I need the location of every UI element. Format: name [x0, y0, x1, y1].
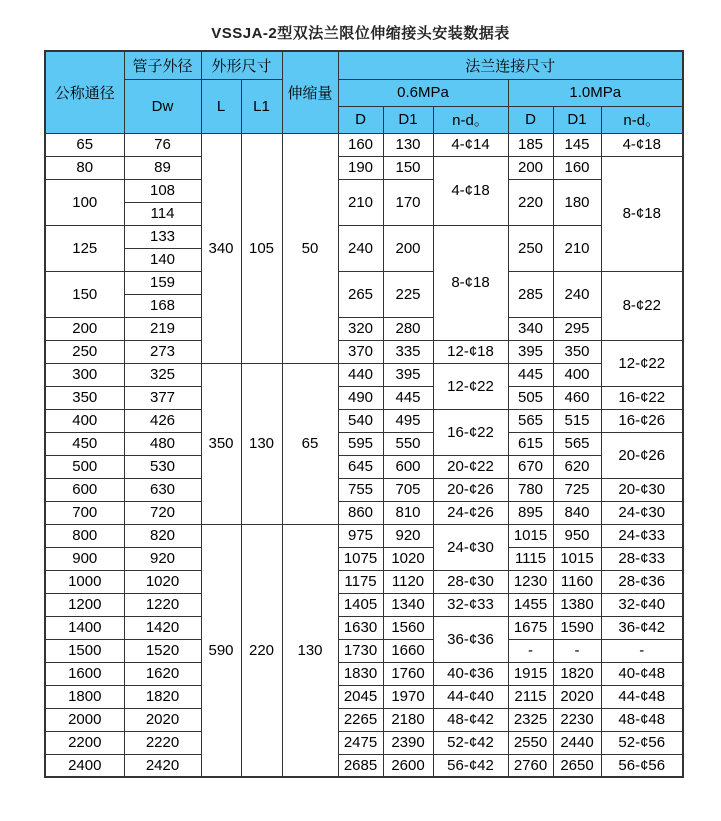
cell-dw: 168 [124, 294, 201, 317]
cell-dn: 125 [45, 225, 124, 271]
cell-d110: 240 [553, 271, 601, 317]
cell-dn: 700 [45, 501, 124, 524]
cell-d10: - [508, 639, 553, 662]
cell-dw: 133 [124, 225, 201, 248]
cell-d106: 550 [383, 432, 433, 455]
cell-d06: 1175 [338, 570, 383, 593]
cell-d06: 490 [338, 386, 383, 409]
cell-d10: 285 [508, 271, 553, 317]
table-row [45, 363, 683, 386]
cell-nd06: 28-¢30 [433, 570, 508, 593]
header-row-2 [45, 79, 683, 106]
cell-d10: 615 [508, 432, 553, 455]
cell-nd10: 40-¢48 [601, 662, 683, 685]
cell-nd10: - [601, 639, 683, 662]
cell-d06: 2265 [338, 708, 383, 731]
cell-d10: 445 [508, 363, 553, 386]
cell-d110: 620 [553, 455, 601, 478]
table-row [45, 570, 683, 593]
cell-d10: 2760 [508, 754, 553, 777]
cell-nd06: 20-¢26 [433, 478, 508, 501]
cell-nd10: 32-¢40 [601, 593, 683, 616]
cell-d106: 130 [383, 133, 433, 156]
cell-ext: 50 [282, 133, 338, 363]
header-d1-10: D1 [553, 106, 601, 133]
cell-dw: 2220 [124, 731, 201, 754]
table-row [45, 225, 683, 248]
cell-l1: 220 [241, 524, 282, 777]
cell-d06: 2045 [338, 685, 383, 708]
table-row [45, 179, 683, 202]
table-row [45, 754, 683, 777]
cell-d110: 950 [553, 524, 601, 547]
cell-d10: 505 [508, 386, 553, 409]
cell-d06: 160 [338, 133, 383, 156]
cell-nd10: 52-¢56 [601, 731, 683, 754]
header-d1-06: D1 [383, 106, 433, 133]
cell-dn: 1500 [45, 639, 124, 662]
cell-dn: 1000 [45, 570, 124, 593]
cell-d106: 200 [383, 225, 433, 271]
cell-dw: 219 [124, 317, 201, 340]
header-nd-06: n-d。 [433, 106, 508, 133]
cell-dw: 920 [124, 547, 201, 570]
cell-d110: 210 [553, 225, 601, 271]
cell-dn: 2000 [45, 708, 124, 731]
cell-nd06: 56-¢42 [433, 754, 508, 777]
cell-nd06: 24-¢30 [433, 524, 508, 570]
cell-d110: 1590 [553, 616, 601, 639]
cell-dw: 76 [124, 133, 201, 156]
cell-d10: 185 [508, 133, 553, 156]
cell-dw: 1620 [124, 662, 201, 685]
cell-d110: 515 [553, 409, 601, 432]
cell-d110: 725 [553, 478, 601, 501]
cell-d06: 265 [338, 271, 383, 317]
cell-dn: 250 [45, 340, 124, 363]
cell-d110: 2230 [553, 708, 601, 731]
cell-dn: 350 [45, 386, 124, 409]
cell-dn: 450 [45, 432, 124, 455]
cell-nd10: 16-¢22 [601, 386, 683, 409]
spec-table [44, 50, 684, 778]
cell-d06: 1075 [338, 547, 383, 570]
cell-d06: 240 [338, 225, 383, 271]
cell-d06: 1630 [338, 616, 383, 639]
header-pipe-od: 管子外径 [124, 51, 201, 79]
cell-dn: 2400 [45, 754, 124, 777]
cell-d06: 1730 [338, 639, 383, 662]
cell-d06: 2685 [338, 754, 383, 777]
cell-d06: 2475 [338, 731, 383, 754]
cell-l: 340 [201, 133, 241, 363]
cell-d10: 220 [508, 179, 553, 225]
cell-dn: 800 [45, 524, 124, 547]
cell-d10: 1675 [508, 616, 553, 639]
table-row [45, 409, 683, 432]
cell-d110: 460 [553, 386, 601, 409]
cell-d106: 1760 [383, 662, 433, 685]
cell-d06: 755 [338, 478, 383, 501]
cell-d06: 1830 [338, 662, 383, 685]
cell-d10: 395 [508, 340, 553, 363]
header-L: L [201, 79, 241, 133]
cell-d106: 2600 [383, 754, 433, 777]
cell-d110: 565 [553, 432, 601, 455]
cell-d106: 2180 [383, 708, 433, 731]
cell-nd10: 20-¢26 [601, 432, 683, 478]
cell-d106: 495 [383, 409, 433, 432]
table-row [45, 455, 683, 478]
cell-dw: 1020 [124, 570, 201, 593]
header-nd-10: n-d。 [601, 106, 683, 133]
cell-dw: 2020 [124, 708, 201, 731]
header-dw: Dw [124, 79, 201, 133]
cell-d106: 1970 [383, 685, 433, 708]
header-L1: L1 [241, 79, 282, 133]
cell-nd10: 24-¢30 [601, 501, 683, 524]
table-row [45, 616, 683, 639]
cell-d10: 895 [508, 501, 553, 524]
cell-dw: 2420 [124, 754, 201, 777]
cell-dw: 1420 [124, 616, 201, 639]
cell-dn: 1200 [45, 593, 124, 616]
cell-nd10: 28-¢36 [601, 570, 683, 593]
cell-dw: 108 [124, 179, 201, 202]
table-row [45, 432, 683, 455]
cell-nd06: 52-¢42 [433, 731, 508, 754]
cell-nd10: 36-¢42 [601, 616, 683, 639]
cell-nd10: 16-¢26 [601, 409, 683, 432]
cell-dw: 273 [124, 340, 201, 363]
header-nominal-diameter: 公称通径 [45, 51, 124, 133]
cell-dn: 500 [45, 455, 124, 478]
table-row [45, 156, 683, 179]
cell-dn: 80 [45, 156, 124, 179]
cell-nd06: 32-¢33 [433, 593, 508, 616]
table-row [45, 593, 683, 616]
cell-d110: 400 [553, 363, 601, 386]
cell-d10: 670 [508, 455, 553, 478]
cell-d106: 920 [383, 524, 433, 547]
cell-dn: 150 [45, 271, 124, 317]
cell-d06: 1405 [338, 593, 383, 616]
cell-dw: 114 [124, 202, 201, 225]
cell-nd06: 24-¢26 [433, 501, 508, 524]
cell-nd10: 44-¢48 [601, 685, 683, 708]
cell-dw: 1520 [124, 639, 201, 662]
cell-d106: 280 [383, 317, 433, 340]
cell-d106: 1340 [383, 593, 433, 616]
cell-dn: 200 [45, 317, 124, 340]
cell-d110: 145 [553, 133, 601, 156]
cell-d10: 200 [508, 156, 553, 179]
cell-d106: 395 [383, 363, 433, 386]
table-row [45, 662, 683, 685]
cell-d106: 810 [383, 501, 433, 524]
cell-d106: 225 [383, 271, 433, 317]
cell-dn: 1400 [45, 616, 124, 639]
cell-d06: 440 [338, 363, 383, 386]
header-row-1 [45, 51, 683, 79]
cell-d110: 1380 [553, 593, 601, 616]
table-header [45, 51, 683, 133]
cell-dw: 159 [124, 271, 201, 294]
cell-dn: 900 [45, 547, 124, 570]
cell-d110: 350 [553, 340, 601, 363]
cell-d10: 1230 [508, 570, 553, 593]
cell-d06: 975 [338, 524, 383, 547]
cell-d10: 340 [508, 317, 553, 340]
cell-d110: 2440 [553, 731, 601, 754]
cell-d10: 565 [508, 409, 553, 432]
header-flange-dims: 法兰连接尺寸 [338, 51, 683, 79]
cell-d10: 1915 [508, 662, 553, 685]
cell-d110: 840 [553, 501, 601, 524]
header-d-06: D [338, 106, 383, 133]
cell-d110: 180 [553, 179, 601, 225]
cell-nd06: 16-¢22 [433, 409, 508, 455]
header-pressure-06: 0.6MPa [338, 79, 508, 106]
cell-dw: 820 [124, 524, 201, 547]
cell-nd10: 12-¢22 [601, 340, 683, 386]
cell-dw: 480 [124, 432, 201, 455]
cell-dn: 600 [45, 478, 124, 501]
cell-nd06: 20-¢22 [433, 455, 508, 478]
cell-nd06: 48-¢42 [433, 708, 508, 731]
table-row [45, 317, 683, 340]
cell-l1: 105 [241, 133, 282, 363]
cell-d106: 2390 [383, 731, 433, 754]
cell-d10: 780 [508, 478, 553, 501]
cell-d106: 600 [383, 455, 433, 478]
cell-l: 350 [201, 363, 241, 524]
cell-d06: 190 [338, 156, 383, 179]
cell-d06: 860 [338, 501, 383, 524]
cell-d106: 335 [383, 340, 433, 363]
header-extension: 伸缩量 [282, 51, 338, 133]
table-row [45, 340, 683, 363]
cell-nd10: 56-¢56 [601, 754, 683, 777]
cell-nd06: 4-¢18 [433, 156, 508, 225]
cell-dw: 1220 [124, 593, 201, 616]
table-row [45, 271, 683, 294]
cell-l1: 130 [241, 363, 282, 524]
cell-d06: 540 [338, 409, 383, 432]
header-d-10: D [508, 106, 553, 133]
cell-dn: 400 [45, 409, 124, 432]
cell-d106: 1120 [383, 570, 433, 593]
cell-d106: 170 [383, 179, 433, 225]
cell-dw: 630 [124, 478, 201, 501]
cell-dw: 377 [124, 386, 201, 409]
cell-dw: 530 [124, 455, 201, 478]
cell-d110: 1820 [553, 662, 601, 685]
cell-dw: 1820 [124, 685, 201, 708]
cell-d10: 1115 [508, 547, 553, 570]
cell-d06: 320 [338, 317, 383, 340]
cell-d10: 2325 [508, 708, 553, 731]
cell-dw: 89 [124, 156, 201, 179]
cell-nd10: 8-¢22 [601, 271, 683, 340]
cell-d106: 1660 [383, 639, 433, 662]
cell-nd10: 24-¢33 [601, 524, 683, 547]
table-row [45, 708, 683, 731]
cell-nd06: 4-¢14 [433, 133, 508, 156]
header-overall-dims: 外形尺寸 [201, 51, 282, 79]
table-row [45, 501, 683, 524]
table-row [45, 731, 683, 754]
cell-nd10: 48-¢48 [601, 708, 683, 731]
cell-dw: 720 [124, 501, 201, 524]
cell-nd06: 12-¢22 [433, 363, 508, 409]
cell-nd06: 8-¢18 [433, 225, 508, 340]
cell-nd10: 28-¢33 [601, 547, 683, 570]
cell-d106: 150 [383, 156, 433, 179]
table-row [45, 524, 683, 547]
cell-d06: 210 [338, 179, 383, 225]
cell-dn: 300 [45, 363, 124, 386]
cell-dn: 1600 [45, 662, 124, 685]
cell-nd10: 4-¢18 [601, 133, 683, 156]
cell-d110: 160 [553, 156, 601, 179]
cell-d106: 445 [383, 386, 433, 409]
cell-d06: 370 [338, 340, 383, 363]
cell-d06: 595 [338, 432, 383, 455]
page-title: VSSJA-2型双法兰限位伸缩接头安装数据表 [211, 25, 510, 42]
cell-d110: 2020 [553, 685, 601, 708]
cell-dn: 100 [45, 179, 124, 225]
cell-d10: 2550 [508, 731, 553, 754]
cell-dw: 426 [124, 409, 201, 432]
cell-d110: 295 [553, 317, 601, 340]
cell-d106: 1560 [383, 616, 433, 639]
cell-nd06: 44-¢40 [433, 685, 508, 708]
cell-d110: 1015 [553, 547, 601, 570]
cell-dw: 325 [124, 363, 201, 386]
cell-dw: 140 [124, 248, 201, 271]
cell-nd10: 8-¢18 [601, 156, 683, 271]
cell-d10: 1015 [508, 524, 553, 547]
cell-dn: 1800 [45, 685, 124, 708]
cell-nd06: 12-¢18 [433, 340, 508, 363]
cell-ext: 130 [282, 524, 338, 777]
cell-nd06: 40-¢36 [433, 662, 508, 685]
cell-d110: - [553, 639, 601, 662]
cell-nd10: 20-¢30 [601, 478, 683, 501]
cell-ext: 65 [282, 363, 338, 524]
cell-nd06: 36-¢36 [433, 616, 508, 662]
cell-d106: 1020 [383, 547, 433, 570]
table-row [45, 478, 683, 501]
table-body [45, 133, 683, 777]
table-row [45, 386, 683, 409]
table-row [45, 547, 683, 570]
table-row [45, 639, 683, 662]
header-pressure-10: 1.0MPa [508, 79, 683, 106]
cell-d10: 250 [508, 225, 553, 271]
cell-dn: 2200 [45, 731, 124, 754]
cell-d10: 1455 [508, 593, 553, 616]
table-row [45, 133, 683, 156]
cell-d106: 705 [383, 478, 433, 501]
table-row [45, 685, 683, 708]
cell-l: 590 [201, 524, 241, 777]
cell-d06: 645 [338, 455, 383, 478]
cell-d110: 1160 [553, 570, 601, 593]
cell-dn: 65 [45, 133, 124, 156]
cell-d110: 2650 [553, 754, 601, 777]
cell-d10: 2115 [508, 685, 553, 708]
